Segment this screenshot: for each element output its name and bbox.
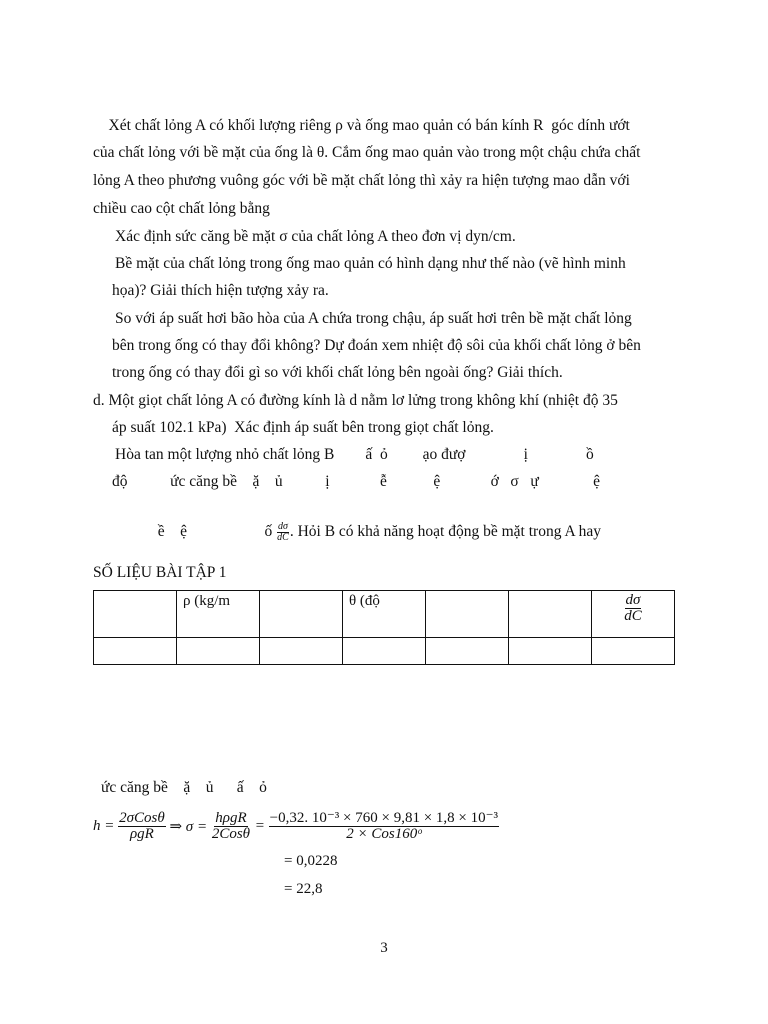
implies-sigma: ⇒ σ = <box>169 818 208 835</box>
table-cell <box>426 638 509 665</box>
derivative-fraction <box>623 593 643 624</box>
table-cell <box>509 638 592 665</box>
question-line: độ ức căng bề ặ ủ ị ễ ệ ớ σ ự ệ <box>112 473 600 490</box>
table-cell <box>177 638 260 665</box>
derivative-fraction <box>276 522 290 543</box>
fraction-numerator: 2σCosθ <box>119 809 165 826</box>
fraction-sigma <box>211 811 251 842</box>
table-header-cell <box>509 591 592 638</box>
fraction-denominator: 2Cosθ <box>211 825 251 842</box>
table-header-cell <box>94 591 177 638</box>
section-title: SỐ LIỆU BÀI TẬP 1 <box>93 564 227 581</box>
table-header-cell: θ (độ <box>343 591 426 638</box>
equals-sign: = <box>254 817 265 834</box>
paragraph-line: Xét chất lỏng A có khối lượng riêng ρ và ống mao quản có bán kính R góc dính ướt <box>93 117 630 134</box>
fraction-numerator: dσ <box>278 521 288 532</box>
table-row <box>94 638 675 665</box>
fraction-denominator: ρgR <box>129 825 154 842</box>
question-line: Bề mặt của chất lỏng trong ống mao quản có hình dạng như thế nào (vẽ hình minh <box>115 255 626 272</box>
question-line: trong ống có thay đổi gì so với khối chất lỏng bên ngoài ống? Giải thích. <box>112 364 563 381</box>
fraction-denominator: dC <box>277 532 289 543</box>
line-prefix: ề ệ ố <box>157 523 277 541</box>
table-cell <box>343 638 426 665</box>
paragraph-line: chiều cao cột chất lỏng bằng <box>93 200 270 217</box>
question-line: So với áp suất hơi bão hòa của A chứa trong chậu, áp suất hơi trên bề mặt chất lỏng <box>115 310 632 327</box>
solution-equation <box>93 808 499 844</box>
table-header-cell: ρ (kg/m <box>177 591 260 638</box>
table-header-cell-derivative <box>592 591 675 638</box>
result-line: = 22,8 <box>284 881 323 897</box>
question-line: bên trong ống có thay đổi không? Dự đoán xem nhiệt độ sôi của khối chất lỏng ở bên <box>112 337 641 354</box>
question-line: họa)? Giải thích hiện tượng xảy ra. <box>112 282 329 299</box>
fraction-numerator: −0,32. 10⁻³ × 760 × 9,81 × 1,8 × 10⁻³ <box>269 809 499 826</box>
table-cell <box>260 638 343 665</box>
fraction-numerator: hρgR <box>215 809 247 826</box>
question-line-with-derivative <box>150 502 601 543</box>
equation-lhs: h = <box>93 817 115 834</box>
page-number: 3 <box>380 940 388 956</box>
fraction-substitution <box>269 811 499 842</box>
data-table <box>93 590 675 665</box>
fraction-numerator: dσ <box>625 592 641 608</box>
paragraph-line: lỏng A theo phương vuông góc với bề mặt chất lỏng thì xảy ra hiện tượng mao dẫn với <box>93 172 630 189</box>
fraction-denominator: 2 × Cos160ᵒ <box>346 825 422 842</box>
table-cell <box>94 638 177 665</box>
table-header-cell <box>260 591 343 638</box>
question-line: áp suất 102.1 kPa) Xác định áp suất bên trong giọt chất lỏng. <box>112 419 494 436</box>
question-line: Xác định sức căng bề mặt σ của chất lỏng A theo đơn vị dyn/cm. <box>115 228 516 245</box>
solution-heading: ức căng bề ặ ủ ấ ỏ <box>101 779 267 796</box>
fraction-denominator: dC <box>624 608 642 624</box>
fraction-h <box>118 811 166 842</box>
paragraph-line: của chất lỏng với bề mặt của ống là θ. Cắm ống mao quản vào trong một chậu chứa chất <box>93 144 641 161</box>
table-header-row <box>94 591 675 638</box>
question-line: d. Một giọt chất lỏng A có đường kính là d nằm lơ lửng trong không khí (nhiệt độ 35 <box>93 392 618 409</box>
result-line: = 0,0228 <box>284 853 338 869</box>
table-cell <box>592 638 675 665</box>
table-header-cell <box>426 591 509 638</box>
question-line: Hòa tan một lượng nhỏ chất lỏng B ấ ỏ ạo đượ ị ồ <box>115 446 594 463</box>
line-suffix: . Hỏi B có khả năng hoạt động bề mặt trong A hay <box>289 523 602 541</box>
